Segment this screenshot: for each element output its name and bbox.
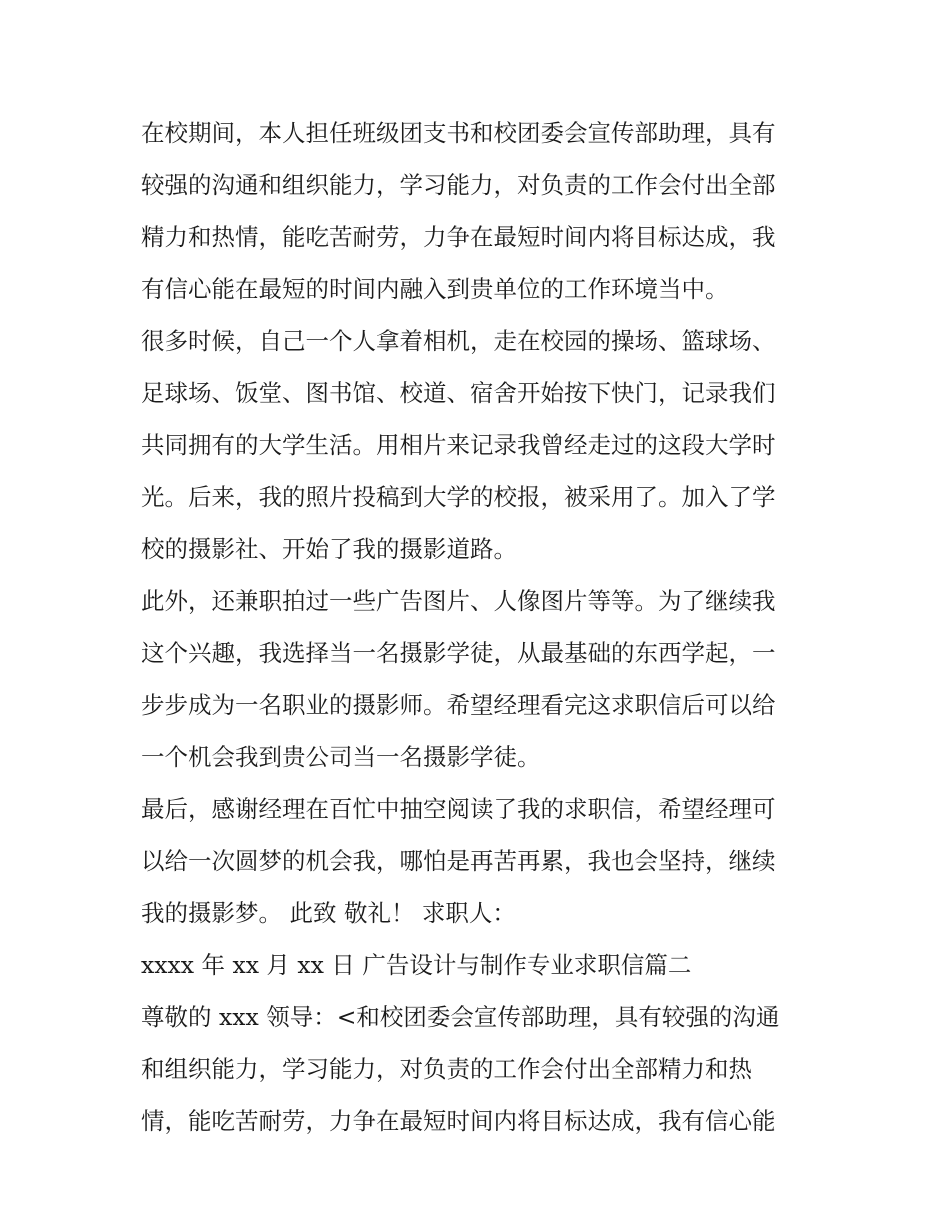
text-line: 有信心能在最短的时间内融入到贵单位的工作环境当中。 bbox=[141, 275, 729, 303]
text-line: 在校期间，本人担任班级团支书和校团委会宣传部助理，具有 bbox=[141, 119, 776, 147]
text-line: 最后，感谢经理在百忙中抽空阅读了我的求职信，希望经理可 bbox=[141, 795, 776, 823]
text-line: 足球场、饭堂、图书馆、校道、宿舍开始按下快门，记录我们 bbox=[141, 379, 776, 407]
text-line: 步步成为一名职业的摄影师。希望经理看完这求职信后可以给 bbox=[141, 691, 776, 719]
text-line: 光。后来，我的照片投稿到大学的校报，被采用了。加入了学 bbox=[141, 483, 776, 511]
document-body bbox=[141, 107, 821, 1147]
text-line: 共同拥有的大学生活。用相片来记录我曾经走过的这段大学时 bbox=[141, 431, 776, 459]
text-line: 一个机会我到贵公司当一名摄影学徒。 bbox=[141, 743, 541, 771]
text-line: 情，能吃苦耐劳，力争在最短时间内将目标达成，我有信心能 bbox=[141, 1107, 776, 1135]
text-line: 尊敬的 xxx 领导：<和校团委会宣传部助理，具有较强的沟通 bbox=[141, 1003, 780, 1031]
text-line: 我的摄影梦。 此致 敬礼！ 求职人： bbox=[141, 899, 516, 927]
text-line: 很多时候，自己一个人拿着相机，走在校园的操场、篮球场、 bbox=[141, 327, 776, 355]
text-line: 校的摄影社、开始了我的摄影道路。 bbox=[141, 535, 517, 563]
text-line: 和组织能力，学习能力，对负责的工作会付出全部精力和热 bbox=[141, 1055, 752, 1083]
text-line: 这个兴趣，我选择当一名摄影学徒，从最基础的东西学起，一 bbox=[141, 639, 776, 667]
text-line: xxxx 年 xx 月 xx 日 广告设计与制作专业求职信篇二 bbox=[141, 951, 692, 979]
text-line: 此外，还兼职拍过一些广告图片、人像图片等等。为了继续我 bbox=[141, 587, 776, 615]
text-line: 以给一次圆梦的机会我，哪怕是再苦再累，我也会坚持，继续 bbox=[141, 847, 776, 875]
text-line: 精力和热情，能吃苦耐劳，力争在最短时间内将目标达成，我 bbox=[141, 223, 776, 251]
text-line: 较强的沟通和组织能力，学习能力，对负责的工作会付出全部 bbox=[141, 171, 776, 199]
